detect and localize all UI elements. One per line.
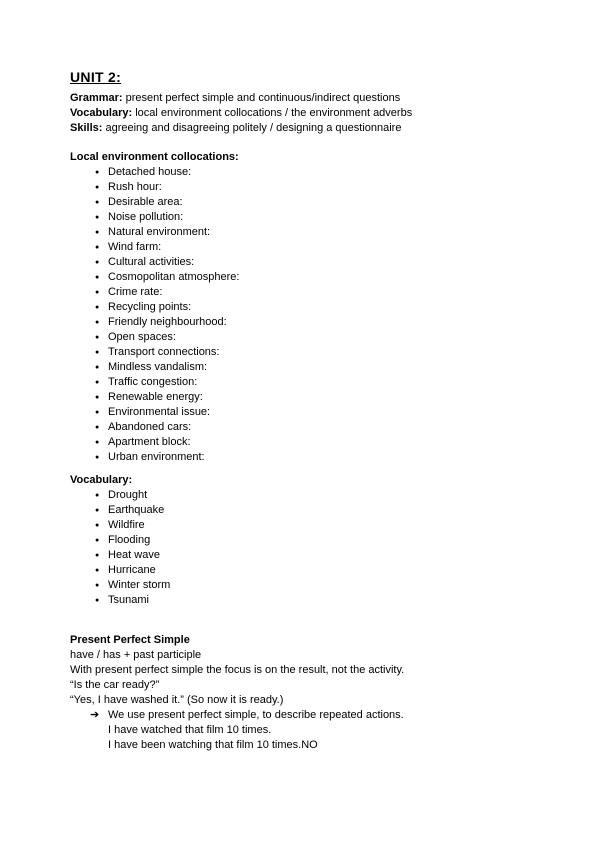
list-item-label: Earthquake [108,504,165,516]
list-item-label: Winter storm [108,579,171,591]
list-item [70,450,530,465]
bullet-icon: ● [95,364,100,371]
bullet-icon: ● [95,214,100,221]
bullet-icon: ● [95,229,100,236]
list-item [70,533,530,548]
list-item [70,488,530,503]
list-item [70,225,530,240]
list-item [70,270,530,285]
list-item [70,360,530,375]
list-item-label: Detached house: [108,166,192,178]
bullet-icon: ● [95,244,100,251]
list-item-label: Natural environment: [108,226,211,238]
header-line-grammar [70,91,530,106]
list-item [70,345,530,360]
list-item [70,255,530,270]
vocabulary-heading: Vocabulary: [70,474,133,486]
bullet-icon: ● [95,289,100,296]
header-label-vocabulary: Vocabulary: [70,107,133,119]
bullet-icon: ● [95,169,100,176]
list-item-label: Friendly neighbourhood: [108,316,227,328]
arrow-note-text: We use present perfect simple, to describe repeated actions. [108,709,404,721]
list-item [70,165,530,180]
bullet-icon: ● [95,537,100,544]
header-text-skills: agreeing and disagreeing politely / designing a questionnaire [105,122,402,134]
list-item-label: Cosmopolitan atmosphere: [108,271,240,283]
list-item [70,578,530,593]
bullet-icon: ● [95,597,100,604]
bullet-icon: ● [95,379,100,386]
list-item [70,240,530,255]
list-item-label: Hurricane [108,564,156,576]
list-item-label: Rush hour: [108,181,162,193]
bullet-icon: ● [95,567,100,574]
list-item [70,180,530,195]
collocations-heading: Local environment collocations: [70,151,239,163]
grammar-heading: Present Perfect Simple [70,634,190,646]
bullet-icon: ● [95,439,100,446]
bullet-icon: ● [95,409,100,416]
list-item [70,593,530,608]
bullet-icon: ● [95,184,100,191]
list-item-label: Mindless vandalism: [108,361,208,373]
list-item-label: Wildfire [108,519,145,531]
bullet-icon: ● [95,507,100,514]
list-item [70,518,530,533]
list-item-label: Apartment block: [108,436,191,448]
list-item [70,420,530,435]
list-item-label: Renewable energy: [108,391,203,403]
grammar-line: have / has + past participle [70,649,202,661]
list-item [70,330,530,345]
bullet-icon: ● [95,522,100,529]
list-item [70,315,530,330]
list-item-label: Urban environment: [108,451,205,463]
list-item-label: Heat wave [108,549,160,561]
bullet-icon: ● [95,394,100,401]
bullet-icon: ● [95,274,100,281]
list-item-label: Flooding [108,534,151,546]
bullet-icon: ● [95,424,100,431]
bullet-icon: ● [95,582,100,589]
list-item [70,563,530,578]
list-item-label: Traffic congestion: [108,376,198,388]
header-label-skills: Skills: [70,122,103,134]
bullet-icon: ● [95,454,100,461]
header-label-grammar: Grammar: [70,92,123,104]
grammar-line: With present perfect simple the focus is on the result, not the activity. [70,664,405,676]
list-item [70,375,530,390]
bullet-icon: ● [95,552,100,559]
bullet-icon: ● [95,492,100,499]
list-item [70,435,530,450]
list-item-label: Recycling points: [108,301,192,313]
grammar-line: “Is the car ready?” [70,679,160,691]
list-item [70,548,530,563]
vocabulary-list [70,488,530,608]
list-item-label: Open spaces: [108,331,176,343]
list-item-label: Crime rate: [108,286,163,298]
bullet-icon: ● [95,259,100,266]
arrow-note [90,708,530,723]
list-item-label: Cultural activities: [108,256,195,268]
list-item [70,285,530,300]
list-item [70,405,530,420]
bullet-icon: ● [95,319,100,326]
arrow-icon: ➔ [90,709,100,721]
list-item-label: Desirable area: [108,196,183,208]
list-item [70,300,530,315]
collocations-list [70,165,530,465]
list-item-label: Noise pollution: [108,211,184,223]
list-item [70,210,530,225]
list-item [70,390,530,405]
header-text-grammar: present perfect simple and continuous/indirect questions [125,92,401,104]
example-line: I have been watching that film 10 times.NO [108,739,318,751]
list-item [70,503,530,518]
list-item-label: Transport connections: [108,346,220,358]
page-title: UNIT 2: [70,69,122,85]
list-item-label: Wind farm: [108,241,162,253]
bullet-icon: ● [95,349,100,356]
header-line-vocabulary [70,106,530,121]
bullet-icon: ● [95,304,100,311]
list-item-label: Abandoned cars: [108,421,192,433]
list-item [70,195,530,210]
grammar-line: “Yes, I have washed it.” (So now it is ready.) [70,694,284,706]
list-item-label: Tsunami [108,594,149,606]
grammar-lines [70,648,530,708]
bullet-icon: ● [95,334,100,341]
header-line-skills [70,121,530,136]
bullet-icon: ● [95,199,100,206]
header-text-vocabulary: local environment collocations / the environment adverbs [135,107,413,119]
example-line: I have watched that film 10 times. [108,724,272,736]
list-item-label: Drought [108,489,148,501]
list-item-label: Environmental issue: [108,406,211,418]
